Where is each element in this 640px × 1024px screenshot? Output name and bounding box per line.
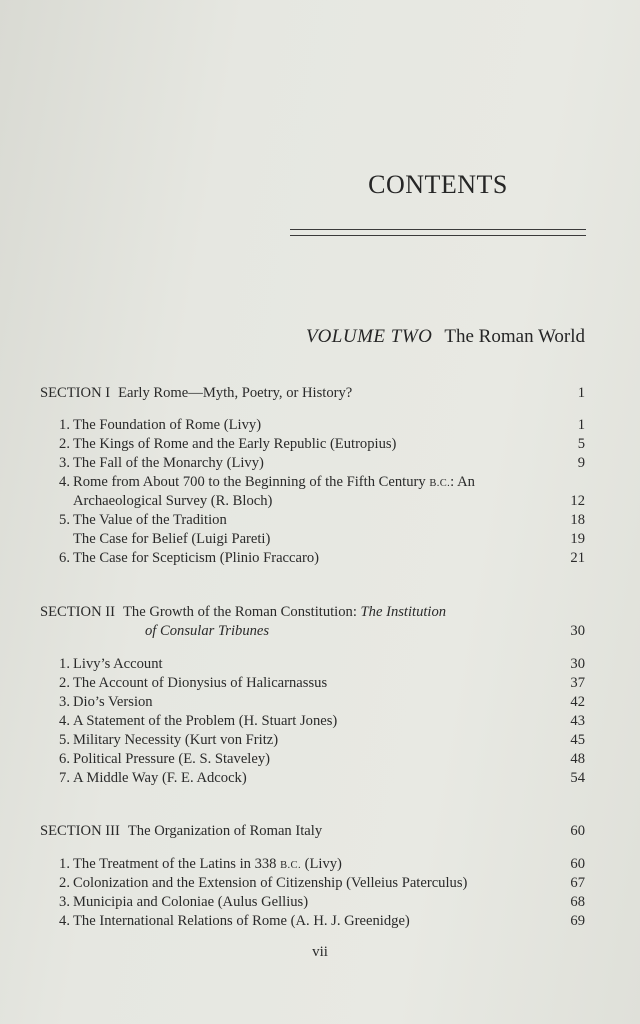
entry-number: 4. — [59, 474, 70, 490]
volume-name: The Roman World — [444, 326, 585, 347]
entry-page: 19 — [570, 531, 585, 547]
entry-title: The Case for Belief (Luigi Pareti) — [73, 531, 271, 547]
entry-number: 7. — [59, 770, 70, 786]
entry-number: 1. — [59, 656, 70, 672]
entry-title-text: The Treatment of the Latins in 338 — [73, 856, 281, 872]
section-page: 30 — [570, 623, 585, 639]
entry-page: 30 — [570, 656, 585, 672]
entry-number: 1. — [59, 417, 70, 433]
entry-page: 9 — [577, 455, 585, 471]
entry-title: A Statement of the Problem (H. Stuart Jones) — [73, 713, 338, 729]
entry-title: The Kings of Rome and the Early Republic (Eutropius) — [73, 436, 397, 452]
entry-number: 4. — [59, 713, 70, 729]
entry-page: 5 — [577, 436, 585, 452]
entry-title-text: Rome from About 700 to the Beginning of the Fifth Century — [73, 474, 430, 490]
entry-number: 3. — [59, 694, 70, 710]
entry-title: The Value of the Tradition — [73, 512, 227, 528]
section-title: Early Rome—Myth, Poetry, or History? — [118, 385, 353, 401]
section-title-continued: of Consular Tribunes — [145, 623, 270, 639]
entry-title — [73, 855, 342, 875]
entry-title: The International Relations of Rome (A. H. J. Greenidge) — [73, 913, 410, 929]
entry-title: Political Pressure (E. S. Staveley) — [73, 751, 270, 767]
toc-subentry — [0, 530, 640, 549]
toc-entry — [0, 454, 640, 473]
entry-number: 5. — [59, 512, 70, 528]
entry-number: 2. — [59, 875, 70, 891]
entry-number: 1. — [59, 856, 70, 872]
entry-page: 48 — [570, 751, 585, 767]
toc-entry — [0, 874, 640, 893]
entry-title: Colonization and the Extension of Citizenship (Velleius Paterculus) — [73, 875, 468, 891]
entry-title: Dio’s Version — [73, 694, 153, 710]
toc-entry — [0, 750, 640, 769]
entry-title: Municipia and Coloniae (Aulus Gellius) — [73, 894, 309, 910]
entry-number: 4. — [59, 913, 70, 929]
section-label: SECTION III — [40, 823, 120, 839]
section-heading-continued — [0, 622, 640, 641]
toc-entry — [0, 712, 640, 731]
entry-page: 43 — [570, 713, 585, 729]
entry-page: 12 — [570, 493, 585, 509]
entry-number: 2. — [59, 436, 70, 452]
toc-entry — [0, 416, 640, 435]
entry-number: 6. — [59, 550, 70, 566]
entry-era-abbrev: B.C. — [280, 860, 301, 871]
entry-title — [73, 473, 475, 493]
entry-page: 37 — [570, 675, 585, 691]
toc-entry — [0, 769, 640, 788]
entry-page: 42 — [570, 694, 585, 710]
entry-page: 69 — [570, 913, 585, 929]
entry-number: 2. — [59, 675, 70, 691]
section-title-italic: The Institution — [360, 604, 447, 620]
title-rule-upper — [290, 229, 586, 230]
toc-entry — [0, 912, 640, 931]
toc-entry — [0, 435, 640, 454]
section-label: SECTION II — [40, 604, 115, 620]
entry-page: 68 — [570, 894, 585, 910]
toc-entry — [0, 893, 640, 912]
entry-number: 3. — [59, 455, 70, 471]
toc-entry — [0, 473, 640, 492]
entry-page: 21 — [570, 550, 585, 566]
toc-entry — [0, 511, 640, 530]
toc-entry — [0, 693, 640, 712]
entry-page: 45 — [570, 732, 585, 748]
entry-title: Military Necessity (Kurt von Fritz) — [73, 732, 279, 748]
entry-title: Livy’s Account — [73, 656, 163, 672]
entry-page: 67 — [570, 875, 585, 891]
entry-title: A Middle Way (F. E. Adcock) — [73, 770, 247, 786]
section-heading — [0, 822, 640, 841]
entry-title: The Case for Scepticism (Plinio Fraccaro) — [73, 550, 319, 566]
title-rule-lower — [290, 235, 586, 236]
toc-entry — [0, 731, 640, 750]
volume-label: VOLUME TWO — [306, 326, 433, 347]
entry-title: The Account of Dionysius of Halicarnassus — [73, 675, 328, 691]
entry-page: 18 — [570, 512, 585, 528]
volume-heading — [306, 326, 585, 348]
entry-title: The Fall of the Monarchy (Livy) — [73, 455, 264, 471]
toc-entry — [0, 674, 640, 693]
toc-entry — [0, 855, 640, 874]
toc-entry-continued — [0, 492, 640, 511]
section-heading — [0, 603, 640, 622]
toc-entry — [0, 655, 640, 674]
section-page: 60 — [570, 823, 585, 839]
entry-number: 3. — [59, 894, 70, 910]
entry-number: 5. — [59, 732, 70, 748]
section-heading — [0, 384, 640, 403]
entry-era-abbrev: B.C. — [429, 478, 451, 489]
entry-page: 54 — [570, 770, 585, 786]
entry-title: Archaeological Survey (R. Bloch) — [73, 493, 273, 509]
section-label: SECTION I — [40, 385, 111, 401]
entry-page: 1 — [577, 417, 585, 433]
section-title: The Growth of the Roman Constitution: — [123, 604, 361, 620]
section-title: The Organization of Roman Italy — [127, 823, 323, 839]
entry-title-tail: : An — [450, 474, 475, 490]
section-page: 1 — [577, 385, 585, 401]
entry-title-tail: (Livy) — [300, 856, 342, 872]
page-number: vii — [312, 944, 328, 960]
toc-entry — [0, 549, 640, 568]
entry-number: 6. — [59, 751, 70, 767]
page-title: CONTENTS — [368, 170, 508, 199]
entry-title: The Foundation of Rome (Livy) — [73, 417, 262, 433]
entry-page: 60 — [570, 856, 585, 872]
